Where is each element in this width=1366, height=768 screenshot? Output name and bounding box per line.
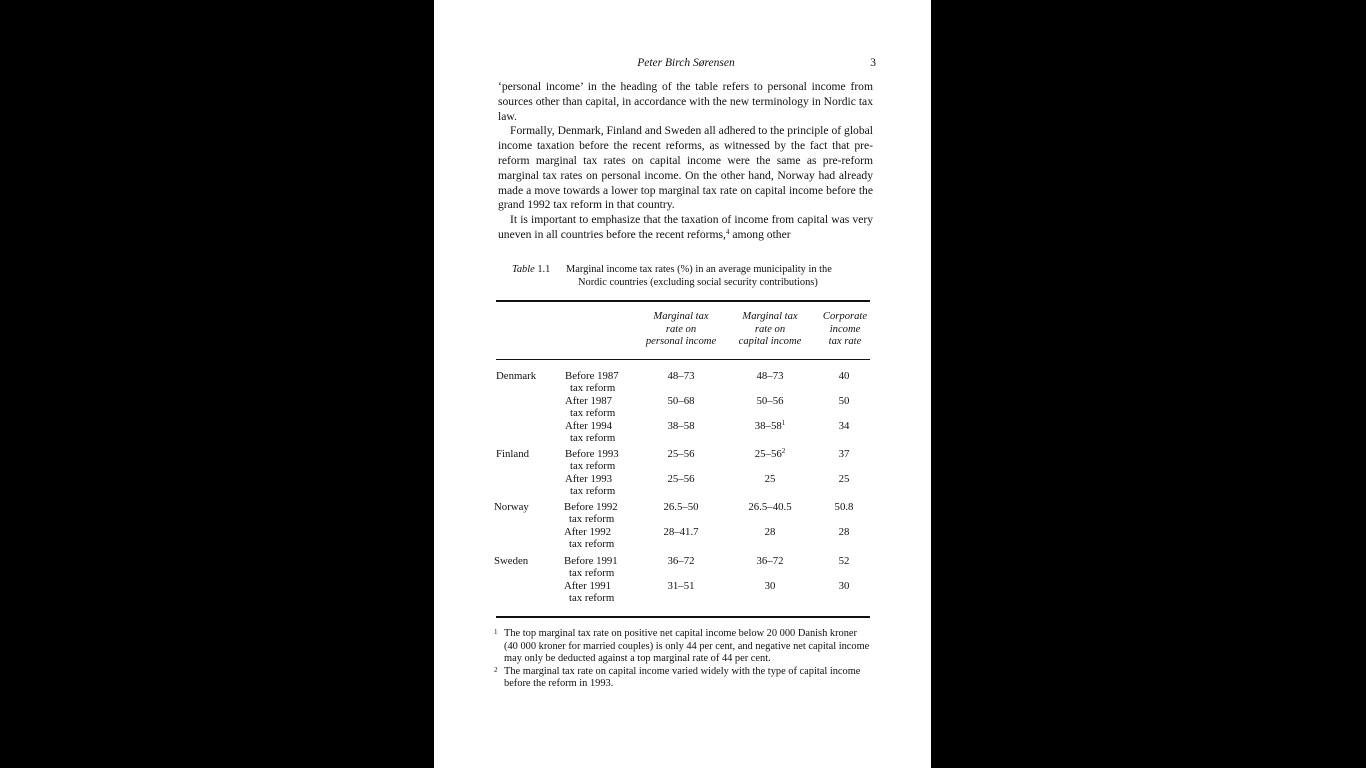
capital-rate-value: 50–56 <box>756 395 784 407</box>
capital-rate-cell <box>722 580 818 592</box>
footnote-reference: 4 <box>725 227 730 236</box>
body-paragraph <box>498 213 873 243</box>
running-head-author: Peter Birch Sørensen <box>637 57 735 69</box>
capital-rate-value: 38–58 <box>754 420 782 432</box>
capital-rate-cell <box>722 448 818 460</box>
capital-rate-value: 48–73 <box>756 370 784 382</box>
period-sublabel: tax reform <box>570 432 616 445</box>
capital-rate-value: 25 <box>764 473 776 485</box>
capital-rate-value: 30 <box>764 580 776 592</box>
period-label: After 1993 <box>565 473 613 485</box>
capital-rate-cell <box>722 420 818 432</box>
corporate-rate-cell: 30 <box>838 580 850 592</box>
country-cell: Denmark <box>496 370 537 382</box>
table-top-rule <box>496 300 870 302</box>
capital-rate-cell <box>722 555 818 567</box>
period-sublabel: tax reform <box>569 592 615 605</box>
capital-rate-cell <box>722 473 818 485</box>
period-label: After 1992 <box>564 526 612 538</box>
table-label <box>512 264 550 277</box>
table-bottom-rule <box>496 616 870 618</box>
period-cell <box>564 501 644 526</box>
period-sublabel: tax reform <box>569 567 615 580</box>
country-cell: Norway <box>494 501 529 513</box>
running-head <box>498 57 874 73</box>
table-caption-text <box>566 264 866 290</box>
period-label: Before 1993 <box>565 448 619 460</box>
period-label: Before 1991 <box>564 555 618 567</box>
personal-rate-cell: 28–41.7 <box>663 526 699 538</box>
corporate-rate-cell: 40 <box>838 370 850 382</box>
personal-rate-cell: 26.5–50 <box>663 501 699 513</box>
body-text <box>498 80 873 243</box>
country-cell: Sweden <box>494 555 529 567</box>
body-paragraph-text: It is important to emphasize that the taxation of income from capital was very uneven in all countries before the recent reforms, <box>498 213 873 241</box>
table-label-word: Table <box>512 264 535 275</box>
personal-rate-cell: 48–73 <box>667 370 695 382</box>
caption-line: Nordic countries (excluding social security contributions) <box>578 276 818 288</box>
capital-rate-value: 28 <box>764 526 776 538</box>
column-header-line: capital income <box>738 336 802 348</box>
capital-rate-cell <box>722 501 818 513</box>
body-paragraph: ‘personal income’ in the heading of the table refers to personal income from sources other than capital, in accordance with the new terminology in Nordic tax law. <box>498 80 873 123</box>
column-header-line: Marginal tax <box>653 311 709 322</box>
period-cell <box>564 580 644 605</box>
footnote-reference: 1 <box>781 419 786 427</box>
corporate-rate-cell: 50.8 <box>834 501 854 513</box>
document-page <box>434 0 931 768</box>
period-sublabel: tax reform <box>569 513 615 526</box>
country-cell: Finland <box>496 448 529 460</box>
footnote-reference: 2 <box>781 447 786 455</box>
personal-rate-cell: 50–68 <box>667 395 695 407</box>
capital-rate-value: 26.5–40.5 <box>748 501 792 513</box>
column-header-line: rate on <box>665 323 697 335</box>
capital-rate-value: 36–72 <box>756 555 784 567</box>
personal-rate-cell: 36–72 <box>667 555 695 567</box>
column-header-personal <box>633 311 729 349</box>
period-cell <box>564 555 644 580</box>
column-header-line: tax rate <box>828 336 862 348</box>
column-header-line: income <box>829 323 861 335</box>
column-header-capital <box>722 311 818 349</box>
corporate-rate-cell: 50 <box>838 395 850 407</box>
capital-rate-cell <box>722 526 818 538</box>
column-header-line: rate on <box>754 323 786 335</box>
table-label-number: 1.1 <box>537 264 551 275</box>
personal-rate-cell: 38–58 <box>667 420 695 432</box>
footnote-text: The top marginal tax rate on positive net capital income below 20 000 Danish kroner (40 000 kroner for married couples) is only 44 per cent, and negative net capital income may only be deducted against a top marginal rate of 44 per cent. <box>504 628 870 665</box>
period-label: Before 1987 <box>565 370 619 382</box>
table-header-rule <box>496 359 870 360</box>
personal-rate-cell: 25–56 <box>667 473 695 485</box>
page-number: 3 <box>870 57 876 69</box>
footnote <box>494 628 872 666</box>
corporate-rate-cell: 28 <box>838 526 850 538</box>
capital-rate-cell <box>722 370 818 382</box>
column-header-line: Marginal tax <box>742 311 798 322</box>
column-header-corporate <box>815 311 875 349</box>
column-header-line: personal income <box>645 336 717 348</box>
body-paragraph: Formally, Denmark, Finland and Sweden all adhered to the principle of global income taxation before the recent reforms, as witnessed by the fact that pre-reform marginal tax rates on capital income were the same as pre-reform marginal tax rates on personal income. On the other hand, Norway had already made a move towards a lower top marginal tax rate on capital income before the grand 1992 tax reform in that country. <box>498 124 873 212</box>
period-sublabel: tax reform <box>570 382 616 395</box>
period-label: Before 1992 <box>564 501 618 513</box>
footnote-mark: 1 <box>494 628 498 636</box>
column-header-line: Corporate <box>822 311 868 322</box>
period-label: After 1994 <box>565 420 613 432</box>
personal-rate-cell: 31–51 <box>667 580 695 592</box>
period-sublabel: tax reform <box>569 538 615 551</box>
capital-rate-value: 25–56 <box>754 448 782 460</box>
corporate-rate-cell: 37 <box>838 448 850 460</box>
capital-rate-cell <box>722 395 818 407</box>
period-label: After 1987 <box>565 395 613 407</box>
period-label: After 1991 <box>564 580 612 592</box>
footnote-text: The marginal tax rate on capital income varied widely with the type of capital income before the reform in 1993. <box>504 665 861 690</box>
period-sublabel: tax reform <box>570 485 616 498</box>
footnote-mark: 2 <box>494 665 498 674</box>
corporate-rate-cell: 25 <box>838 473 850 485</box>
period-cell <box>564 526 644 551</box>
body-paragraph-text: among other <box>729 227 791 241</box>
caption-line: Marginal income tax rates (%) in an average municipality in the <box>566 264 832 275</box>
period-sublabel: tax reform <box>570 460 616 473</box>
personal-rate-cell: 25–56 <box>667 448 695 460</box>
corporate-rate-cell: 52 <box>838 555 850 567</box>
period-sublabel: tax reform <box>570 407 616 420</box>
footnote <box>494 666 872 691</box>
corporate-rate-cell: 34 <box>838 420 850 432</box>
footnotes <box>494 628 872 691</box>
